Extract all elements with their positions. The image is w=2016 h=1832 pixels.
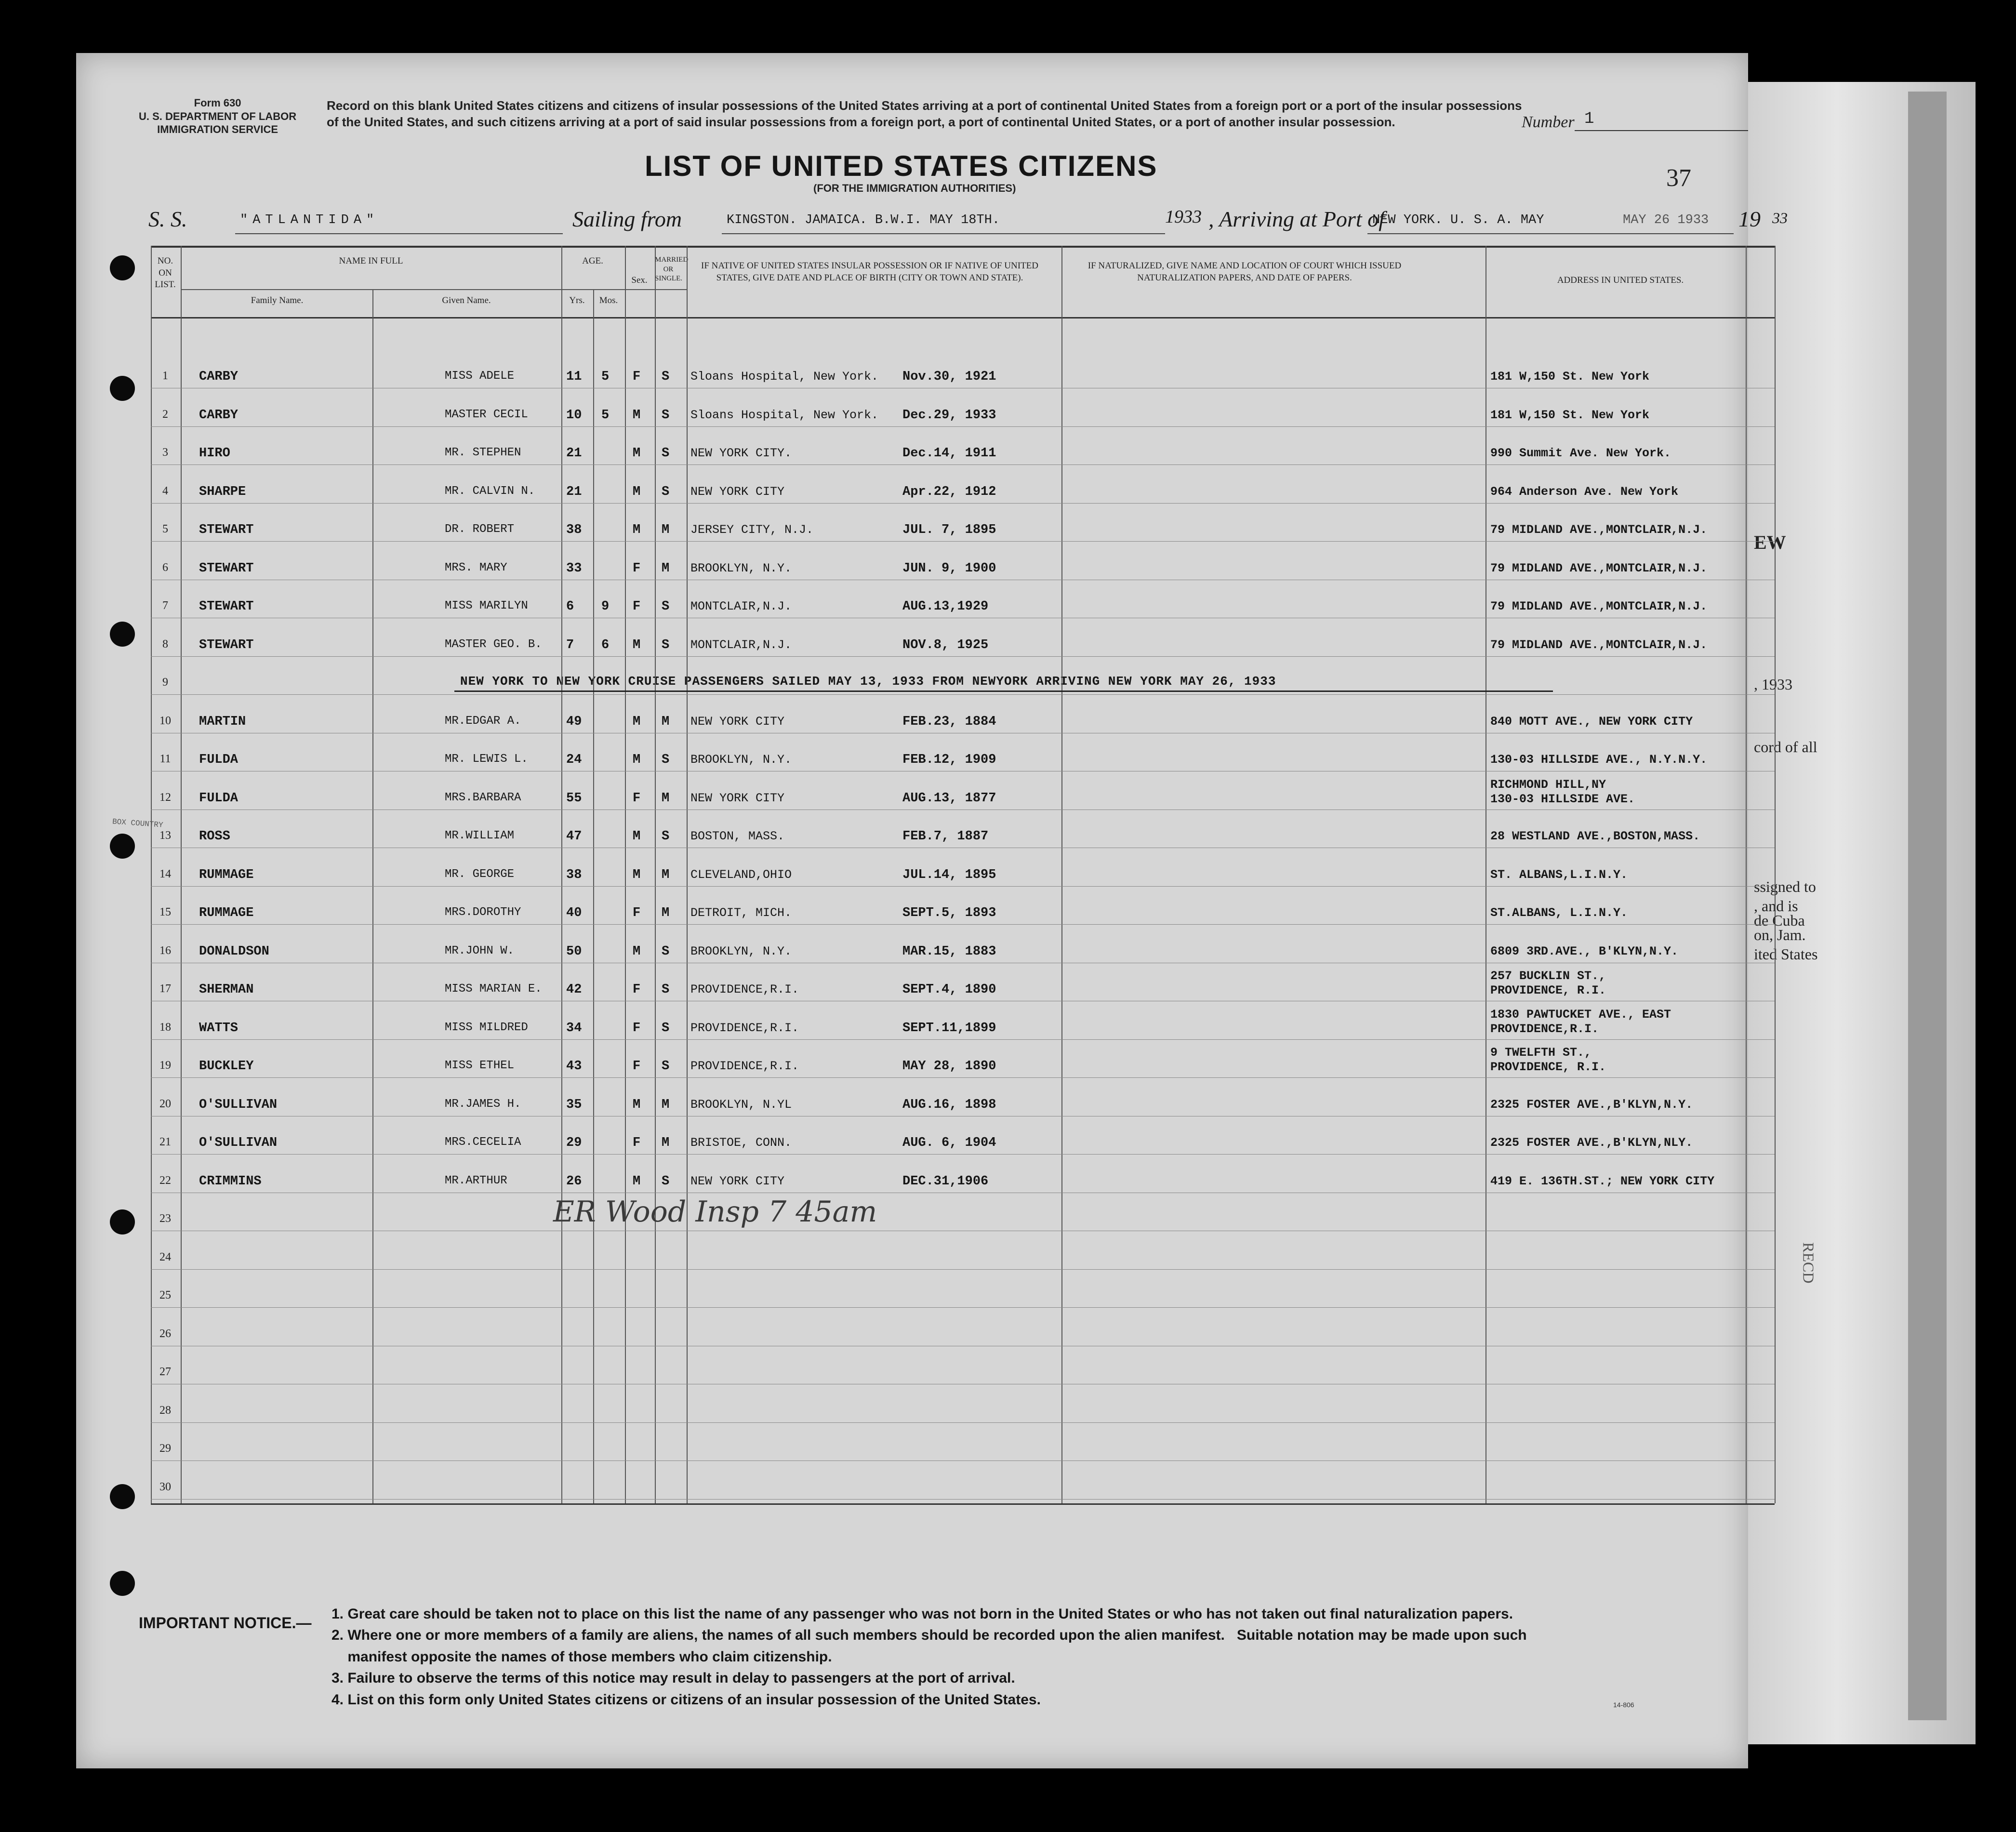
notice-item: 1. Great care should be taken not to place on this list the name of any passenger who was not born in the United States or who has not taken out final naturalization papers. [332, 1606, 1513, 1622]
punch-hole [110, 376, 135, 401]
row-number: 15 [159, 906, 171, 918]
address: 419 E. 136TH.ST.; NEW YORK CITY [1490, 1174, 1715, 1188]
punch-hole [110, 1209, 135, 1235]
marital-status: M [662, 906, 670, 920]
given-name: MR. STEPHEN [445, 446, 521, 459]
header-bottom-border [151, 317, 1775, 319]
address: 181 W,150 St. New York [1490, 408, 1650, 422]
sex: F [633, 791, 641, 806]
table-bottom-border [151, 1503, 1775, 1505]
address: 79 MIDLAND AVE.,MONTCLAIR,N.J. [1490, 523, 1708, 537]
family-name: BUCKLEY [199, 1059, 254, 1074]
address: 2325 FOSTER AVE.,B'KLYN,NLY. [1490, 1136, 1693, 1150]
address: 130-03 HILLSIDE AVE., N.Y.N.Y. [1490, 753, 1708, 767]
row-rule [151, 1460, 1775, 1461]
header-age: AGE. [582, 256, 603, 266]
age-years: 21 [566, 484, 582, 499]
column-divider [561, 246, 562, 1503]
address-line-1: 257 BUCKLIN ST., [1490, 969, 1606, 983]
form-code: 14-806 [1613, 1701, 1634, 1709]
arriving-label: , Arriving at Port of [1208, 207, 1385, 231]
birth-date: SEPT.4, 1890 [902, 982, 996, 997]
birth-date: AUG.16, 1898 [902, 1097, 996, 1112]
background-text: , 1933 [1754, 676, 1792, 693]
age-years: 40 [566, 906, 582, 920]
sex: M [633, 484, 641, 499]
family-name: WATTS [199, 1021, 239, 1035]
given-name: MR.EDGAR A. [445, 714, 521, 728]
sex: M [633, 753, 641, 767]
age-years: 38 [566, 523, 582, 537]
row-rule [151, 694, 1775, 695]
row-number: 7 [162, 599, 168, 612]
row-number: 14 [159, 867, 171, 880]
notice-label: IMPORTANT NOTICE.— [139, 1614, 312, 1632]
given-name: MR. LEWIS L. [445, 753, 528, 766]
birth-place: PROVIDENCE,R.I. [690, 1021, 799, 1035]
birth-date: JUL. 7, 1895 [902, 523, 996, 537]
cruise-passengers-note: NEW YORK TO NEW YORK CRUISE PASSENGERS SAILED MAY 13, 1933 FROM NEWYORK ARRIVING NEW YORK MAY 26, 1933 [460, 674, 1276, 689]
ss-label: S. S. [148, 207, 187, 231]
birth-date: AUG.13,1929 [902, 599, 989, 614]
marital-status: S [662, 408, 670, 423]
age-years: 55 [566, 791, 582, 806]
marital-status: S [662, 753, 670, 767]
address: 79 MIDLAND AVE.,MONTCLAIR,N.J. [1490, 637, 1708, 652]
address: ST. ALBANS,L.I.N.Y. [1490, 867, 1628, 882]
birth-place: BROOKLYN, N.YL [690, 1097, 792, 1112]
form-identifier: Form 630 U. S. DEPARTMENT OF LABOR IMMIGRATION SERVICE [139, 97, 297, 135]
sex: M [633, 408, 641, 423]
header-family-name: Family Name. [251, 295, 304, 305]
row-rule [151, 426, 1775, 427]
age-years: 43 [566, 1059, 582, 1074]
row-rule [151, 924, 1775, 925]
given-name: MR.JOHN W. [445, 944, 515, 957]
family-name: SHARPE [199, 484, 246, 499]
age-years: 6 [566, 599, 574, 614]
column-divider [625, 246, 626, 1503]
age-months: 6 [601, 637, 610, 652]
sex: M [633, 1174, 641, 1189]
arrival-date-stamp: MAY 26 1933 [1623, 213, 1709, 227]
sex: M [633, 714, 641, 729]
age-years: 50 [566, 944, 582, 959]
row-rule [151, 1154, 1775, 1155]
family-name: SHERMAN [199, 982, 254, 997]
age-years: 42 [566, 982, 582, 997]
given-name: MISS ETHEL [445, 1059, 515, 1072]
family-name: HIRO [199, 446, 230, 461]
marital-status: S [662, 1021, 670, 1035]
punch-hole [110, 255, 135, 280]
row-number: 6 [162, 561, 168, 574]
header-given-name: Given Name. [442, 295, 491, 305]
notice-item: 2. Where one or more members of a family are aliens, the names of all such members should be recorded upon the alien manifest. Suitable notation may be made upon such [332, 1627, 1527, 1644]
family-name: RUMMAGE [199, 867, 254, 882]
row-rule [151, 1422, 1775, 1423]
page-number: 37 [1666, 164, 1691, 192]
sex: F [633, 1021, 641, 1035]
given-name: MRS.CECELIA [445, 1136, 521, 1149]
row-number: 23 [159, 1212, 171, 1225]
age-years: 38 [566, 867, 582, 882]
row-number: 11 [159, 753, 171, 765]
marital-status: M [662, 561, 670, 576]
notice-item: manifest opposite the names of those members who claim citizenship. [332, 1648, 832, 1665]
birth-date: NOV.8, 1925 [902, 637, 989, 652]
row-rule [151, 1077, 1775, 1078]
sex: M [633, 829, 641, 844]
birth-place: NEW YORK CITY [690, 484, 785, 499]
birth-date: DEC.31,1906 [902, 1174, 989, 1189]
number-underline [1575, 130, 1748, 131]
address-line-1: 9 TWELFTH ST., [1490, 1046, 1592, 1060]
background-text: ssigned to [1754, 878, 1816, 895]
age-years: 7 [566, 637, 574, 652]
given-name: DR. ROBERT [445, 523, 515, 536]
birth-place: BROOKLYN, N.Y. [690, 561, 792, 575]
birth-place: CLEVELAND,OHIO [690, 867, 792, 882]
sex: M [633, 637, 641, 652]
marital-status: S [662, 944, 670, 959]
birth-place: BOSTON, MASS. [690, 829, 785, 843]
arriving-port: NEW YORK. U. S. A. MAY [1372, 213, 1544, 227]
row-number: 24 [159, 1250, 171, 1263]
marital-status: S [662, 446, 670, 461]
age-months: 5 [601, 408, 610, 423]
row-number: 10 [159, 714, 171, 727]
header-married-single: MARRIED OR SINGLE. [655, 256, 689, 282]
marital-status: S [662, 637, 670, 652]
sailing-label: Sailing from [572, 207, 682, 231]
punch-hole [110, 1571, 135, 1596]
birth-date: SEPT.11,1899 [902, 1021, 996, 1035]
row-rule [151, 886, 1775, 887]
birth-date: Dec.14, 1911 [902, 446, 996, 461]
birth-date: JUL.14, 1895 [902, 867, 996, 882]
citizens-table [112, 246, 1775, 1609]
address: 964 Anderson Ave. New York [1490, 484, 1679, 499]
address: 181 W,150 St. New York [1490, 370, 1650, 384]
row-number: 30 [159, 1480, 171, 1493]
address: 840 MOTT AVE., NEW YORK CITY [1490, 714, 1693, 729]
family-name: DONALDSON [199, 944, 269, 959]
sex: M [633, 867, 641, 882]
family-name: STEWART [199, 561, 254, 576]
address: ST.ALBANS, L.I.N.Y. [1490, 906, 1628, 920]
row-number: 2 [162, 408, 168, 421]
row-rule [151, 1269, 1775, 1270]
sex: F [633, 1136, 641, 1150]
row-number: 25 [159, 1289, 171, 1301]
side-stamp: BOX COUNTRY [112, 817, 164, 830]
birth-date: MAR.15, 1883 [902, 944, 996, 959]
row-number: 13 [159, 829, 171, 842]
row-number: 29 [159, 1442, 171, 1455]
column-divider [372, 289, 373, 1503]
sex: F [633, 906, 641, 920]
row-number: 27 [159, 1366, 171, 1378]
number-value: 1 [1584, 110, 1594, 128]
given-name: MR. CALVIN N. [445, 484, 535, 498]
birth-place: PROVIDENCE,R.I. [690, 982, 799, 996]
age-years: 26 [566, 1174, 582, 1189]
marital-status: S [662, 599, 670, 614]
page-subtitle: (FOR THE IMMIGRATION AUTHORITIES) [813, 182, 1016, 194]
row-rule [151, 1307, 1775, 1308]
age-years: 35 [566, 1097, 582, 1112]
given-name: MASTER GEO. B. [445, 637, 542, 651]
background-text: on, Jam. [1754, 926, 1806, 943]
page-title: LIST OF UNITED STATES CITIZENS [645, 150, 1158, 182]
sailing-year: 1933 [1165, 207, 1202, 227]
age-years: 21 [566, 446, 582, 461]
background-text: EW [1754, 531, 1786, 553]
age-years: 47 [566, 829, 582, 844]
birth-place: NEW YORK CITY [690, 791, 785, 805]
column-divider [1775, 246, 1776, 1503]
address: 6809 3RD.AVE., B'KLYN,N.Y. [1490, 944, 1679, 958]
given-name: MR.WILLIAM [445, 829, 515, 842]
address-line-2: PROVIDENCE, R.I. [1490, 983, 1606, 997]
row-number: 22 [159, 1174, 171, 1187]
marital-status: M [662, 1136, 670, 1150]
address: 2325 FOSTER AVE.,B'KLYN,N.Y. [1490, 1097, 1693, 1112]
given-name: MASTER CECIL [445, 408, 528, 421]
family-name: O'SULLIVAN [199, 1097, 278, 1112]
given-name: MRS.BARBARA [445, 791, 521, 804]
family-name: RUMMAGE [199, 906, 254, 920]
age-years: 10 [566, 408, 582, 423]
row-rule [151, 1499, 1775, 1500]
birth-date: SEPT.5, 1893 [902, 906, 996, 920]
birth-date: JUN. 9, 1900 [902, 561, 996, 576]
header-sex: Sex. [631, 275, 648, 285]
background-text: cord of all [1754, 738, 1817, 756]
age-months: 9 [601, 599, 610, 614]
marital-status: S [662, 982, 670, 997]
age-months: 5 [601, 370, 610, 384]
sex: M [633, 446, 641, 461]
header-subdivider [181, 289, 687, 290]
given-name: MISS ADELE [445, 370, 515, 383]
address: 990 Summit Ave. New York. [1490, 446, 1671, 460]
address-line-1: 1830 PAWTUCKET AVE., EAST [1490, 1007, 1671, 1022]
family-name: MARTIN [199, 714, 246, 729]
address-line-2: 130-03 HILLSIDE AVE. [1490, 792, 1635, 806]
birth-place: DETROIT, MICH. [690, 906, 792, 920]
sex: M [633, 523, 641, 537]
voyage-line [148, 206, 1788, 240]
header-yrs: Yrs. [569, 295, 585, 305]
birth-date: Apr.22, 1912 [902, 484, 996, 499]
column-divider [655, 246, 656, 1503]
given-name: MISS MARIAN E. [445, 982, 542, 996]
column-divider [1485, 246, 1486, 1503]
given-name: MR.JAMES H. [445, 1097, 521, 1111]
address-line-2: PROVIDENCE,R.I. [1490, 1022, 1599, 1036]
birth-place: JERSEY CITY, N.J. [690, 523, 814, 537]
age-years: 11 [566, 370, 582, 384]
inspector-signature: ER Wood Insp 7 45am [553, 1195, 877, 1229]
marital-status: M [662, 1097, 670, 1112]
marital-status: S [662, 484, 670, 499]
table-top-border [151, 246, 1775, 248]
family-name: STEWART [199, 523, 254, 537]
address: 28 WESTLAND AVE.,BOSTON,MASS. [1490, 829, 1700, 843]
background-text: RECD [1800, 1242, 1817, 1284]
punch-hole [110, 1484, 135, 1509]
row-number: 9 [162, 676, 168, 689]
age-years: 24 [566, 753, 582, 767]
sex: F [633, 1059, 641, 1074]
row-rule [151, 1039, 1775, 1040]
family-name: CARBY [199, 408, 239, 423]
age-years: 33 [566, 561, 582, 576]
given-name: MR. GEORGE [445, 867, 515, 881]
notice-item: 4. List on this form only United States citizens or citizens of an insular possession of the United States. [332, 1691, 1041, 1708]
address: 79 MIDLAND AVE.,MONTCLAIR,N.J. [1490, 599, 1708, 613]
address-line-2: PROVIDENCE, R.I. [1490, 1060, 1606, 1074]
header-address: ADDRESS IN UNITED STATES. [1557, 275, 1684, 285]
marital-status: M [662, 714, 670, 729]
column-divider [593, 289, 594, 1503]
birth-date: FEB.12, 1909 [902, 753, 996, 767]
birth-date: FEB.23, 1884 [902, 714, 996, 729]
birth-place: Sloans Hospital, New York. [690, 408, 879, 422]
header-no: NO. ON LIST. [155, 256, 176, 290]
marital-status: M [662, 523, 670, 537]
given-name: MRS.DOROTHY [445, 906, 521, 919]
birth-date: AUG.13, 1877 [902, 791, 996, 806]
sex: M [633, 944, 641, 959]
family-name: ROSS [199, 829, 230, 844]
arrival-year-prefix: 19 [1738, 207, 1761, 231]
birth-place: NEW YORK CITY. [690, 446, 792, 460]
background-edge [1908, 92, 1947, 1720]
given-name: MR.ARTHUR [445, 1174, 507, 1187]
row-number: 21 [159, 1136, 171, 1148]
row-number: 8 [162, 637, 168, 650]
column-divider [1061, 246, 1062, 1503]
sex: F [633, 982, 641, 997]
row-rule [151, 541, 1775, 542]
age-years: 34 [566, 1021, 582, 1035]
birth-place: BROOKLYN, N.Y. [690, 753, 792, 767]
row-number: 26 [159, 1327, 171, 1340]
address: 79 MIDLAND AVE.,MONTCLAIR,N.J. [1490, 561, 1708, 575]
birth-place: PROVIDENCE,R.I. [690, 1059, 799, 1073]
number-label: Number [1522, 113, 1575, 131]
marital-status: S [662, 370, 670, 384]
notice-item: 3. Failure to observe the terms of this notice may result in delay to passengers at the port of arrival. [332, 1670, 1015, 1686]
birth-place: NEW YORK CITY [690, 714, 785, 729]
cruise-note-underline [454, 690, 1553, 692]
background-text: de Cuba [1754, 912, 1805, 929]
row-number: 17 [159, 982, 171, 995]
marital-status: M [662, 867, 670, 882]
header-mos: Mos. [599, 295, 618, 305]
column-divider [1746, 246, 1747, 1503]
family-name: FULDA [199, 791, 239, 806]
header-name-in-full: NAME IN FULL [339, 256, 403, 266]
form-instructions: Record on this blank United States citizens and citizens of insular possessions of the United States arriving at a port of continental United States from a foreign port or a port of the insular possessions of the United States, and such citizens arriving at a port of said insular possessions from a foreign port, a port of continental United States, or a port of another insular possession. [327, 98, 1522, 130]
marital-status: S [662, 1059, 670, 1074]
background-text: , and is [1754, 897, 1798, 915]
sex: M [633, 1097, 641, 1112]
birth-date: MAY 28, 1890 [902, 1059, 996, 1074]
header-naturalized: IF NATURALIZED, GIVE NAME AND LOCATION OF COURT WHICH ISSUED NATURALIZATION PAPERS, AND DATE OF PAPERS. [1088, 261, 1402, 283]
family-name: CRIMMINS [199, 1174, 262, 1189]
background-text: ited States [1754, 945, 1818, 963]
birth-date: Nov.30, 1921 [902, 370, 996, 384]
marital-status: S [662, 1174, 670, 1189]
birth-date: FEB.7, 1887 [902, 829, 989, 844]
family-name: STEWART [199, 637, 254, 652]
row-rule [151, 503, 1775, 504]
row-rule [151, 656, 1775, 657]
marital-status: M [662, 791, 670, 806]
row-number: 18 [159, 1021, 171, 1034]
given-name: MRS. MARY [445, 561, 507, 574]
family-name: FULDA [199, 753, 239, 767]
row-number: 4 [162, 484, 168, 497]
birth-place: MONTCLAIR,N.J. [690, 599, 792, 613]
column-divider [687, 246, 688, 1503]
family-name: STEWART [199, 599, 254, 614]
row-number: 3 [162, 446, 168, 459]
given-name: MISS MARILYN [445, 599, 528, 612]
row-number: 5 [162, 523, 168, 535]
birth-place: BROOKLYN, N.Y. [690, 944, 792, 958]
family-name: CARBY [199, 370, 239, 384]
column-divider [181, 246, 182, 1503]
age-years: 49 [566, 714, 582, 729]
age-years: 29 [566, 1136, 582, 1150]
row-number: 16 [159, 944, 171, 957]
birth-place: BRISTOE, CONN. [690, 1136, 792, 1150]
birth-place: Sloans Hospital, New York. [690, 370, 879, 384]
birth-date: Dec.29, 1933 [902, 408, 996, 423]
family-name: O'SULLIVAN [199, 1136, 278, 1150]
marital-status: S [662, 829, 670, 844]
given-name: MISS MILDRED [445, 1021, 528, 1034]
address-line-1: RICHMOND HILL,NY [1490, 777, 1606, 792]
row-number: 1 [162, 370, 168, 382]
birth-date: AUG. 6, 1904 [902, 1136, 996, 1150]
arrival-year: 33 [1772, 209, 1788, 226]
punch-hole [110, 622, 135, 647]
sailing-from: KINGSTON. JAMAICA. B.W.I. MAY 18TH. [727, 213, 1000, 227]
sex: F [633, 561, 641, 576]
birth-place: MONTCLAIR,N.J. [690, 637, 792, 652]
ship-name: "ATLANTIDA" [240, 213, 379, 227]
row-number: 19 [159, 1059, 171, 1072]
header-birth: IF NATIVE OF UNITED STATES INSULAR POSSESSION OR IF NATIVE OF UNITED STATES, GIVE DATE AND PLACE OF BIRTH (CITY OR TOWN AND STATE). [701, 261, 1038, 283]
notice-items [332, 1604, 1527, 1711]
row-number: 12 [159, 791, 171, 804]
punch-hole [110, 834, 135, 859]
row-number: 28 [159, 1404, 171, 1417]
birth-place: NEW YORK CITY [690, 1174, 785, 1188]
sex: F [633, 599, 641, 614]
row-number: 20 [159, 1097, 171, 1110]
sex: F [633, 370, 641, 384]
